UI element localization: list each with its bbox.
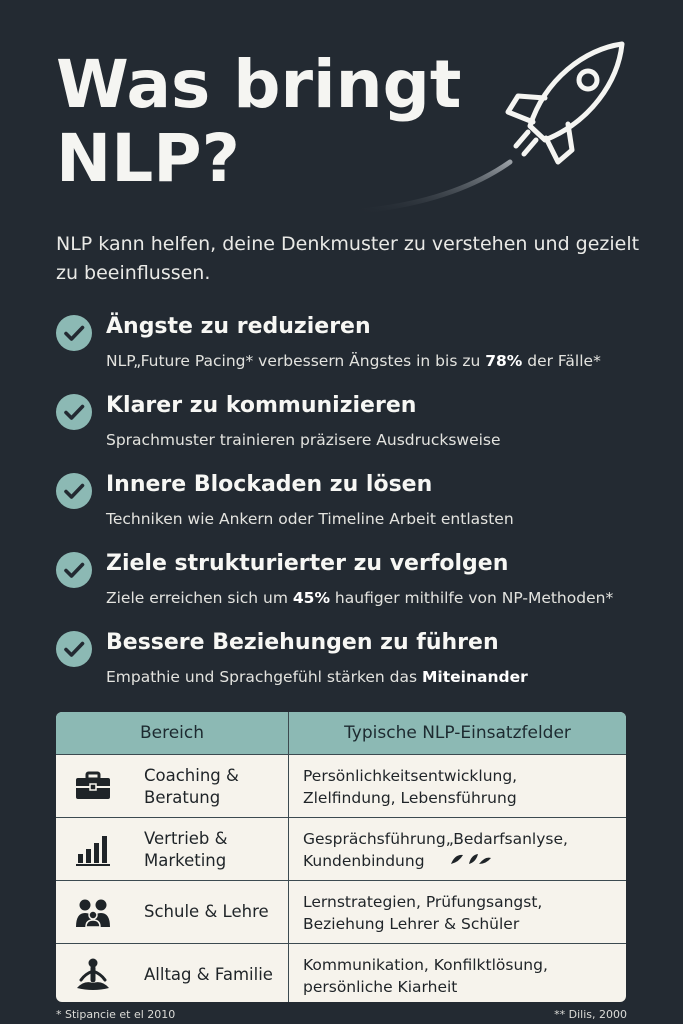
benefit-description: Sprachmuster trainieren präzisere Ausdrucksweise bbox=[106, 431, 501, 449]
table-row bbox=[56, 817, 626, 880]
intro-text: NLP kann helfen, deine Denkmuster zu verstehen und gezielt zu beeinflussen. bbox=[56, 233, 640, 284]
check-icon bbox=[56, 631, 92, 667]
meditation-icon bbox=[74, 956, 112, 994]
benefit-description: Techniken wie Ankern oder Timeline Arbeit entlasten bbox=[106, 510, 514, 528]
benefit-item bbox=[56, 312, 656, 391]
benefit-description: Empathie und Sprachgefühl stärken das Miteinander bbox=[106, 668, 528, 686]
footnote-right: ** Dilis, 2000 bbox=[554, 1008, 627, 1021]
benefit-title: Bessere Beziehungen zu führen bbox=[106, 630, 499, 655]
fields-cell: Gesprächsführung„Bedarfsanlyse, Kundenbindung bbox=[303, 830, 568, 870]
benefit-title: Innere Blockaden zu lösen bbox=[106, 472, 433, 497]
check-icon bbox=[56, 473, 92, 509]
area-label: Schule & Lehre bbox=[144, 902, 269, 921]
benefit-title: Ziele strukturierter zu verfolgen bbox=[106, 551, 509, 576]
benefit-title: Klarer zu kommunizieren bbox=[106, 393, 417, 418]
benefit-item bbox=[56, 470, 656, 549]
nlp-fields-table bbox=[56, 712, 626, 1002]
table-row bbox=[56, 754, 626, 817]
briefcase-icon bbox=[74, 767, 112, 805]
header-einsatzfelder: Typische NLP-Einsatzfelder bbox=[344, 723, 571, 743]
area-cell bbox=[56, 881, 289, 943]
benefit-list bbox=[56, 312, 656, 707]
table-row bbox=[56, 880, 626, 943]
check-icon bbox=[56, 394, 92, 430]
table-header bbox=[56, 712, 626, 754]
area-label: Alltag & Familie bbox=[144, 965, 273, 984]
title-line-2: NLP? bbox=[56, 120, 240, 197]
fields-cell: Lernstrategien, Prüfungsangst, Beziehung Lehrer & Schüler bbox=[303, 893, 543, 933]
benefit-title: Ängste zu reduzieren bbox=[106, 314, 371, 339]
fields-cell: Kommunikation, Konfilktlösung, persönliche Kiarheit bbox=[303, 956, 548, 996]
benefit-description: Ziele erreichen sich um 45% haufiger mithilfe von NP-Methoden* bbox=[106, 589, 614, 607]
table-row bbox=[56, 943, 626, 1002]
fields-cell: Persönlichkeitsentwicklung, Zlelfindung, Lebensführung bbox=[303, 767, 518, 807]
leaf-decoration-icon bbox=[449, 852, 493, 866]
people-icon bbox=[74, 893, 112, 931]
area-label: Vertrieb & Marketing bbox=[144, 829, 228, 870]
footnote-left: * Stipancie et el 2010 bbox=[56, 1008, 176, 1021]
area-cell bbox=[56, 755, 289, 817]
check-icon bbox=[56, 552, 92, 588]
area-cell bbox=[56, 944, 289, 1002]
header-bereich: Bereich bbox=[56, 712, 289, 754]
benefit-item bbox=[56, 628, 656, 707]
bar-chart-icon bbox=[74, 830, 112, 868]
rocket-icon bbox=[340, 34, 640, 224]
benefit-description: NLP„Future Pacing* verbessern Ängstes in bis zu 78% der Fälle* bbox=[106, 352, 601, 370]
benefit-item bbox=[56, 391, 656, 470]
check-icon bbox=[56, 315, 92, 351]
area-label: Coaching & Beratung bbox=[144, 766, 239, 807]
area-cell bbox=[56, 818, 289, 880]
benefit-item bbox=[56, 549, 656, 628]
title-line-1: Was bringt bbox=[56, 46, 462, 123]
